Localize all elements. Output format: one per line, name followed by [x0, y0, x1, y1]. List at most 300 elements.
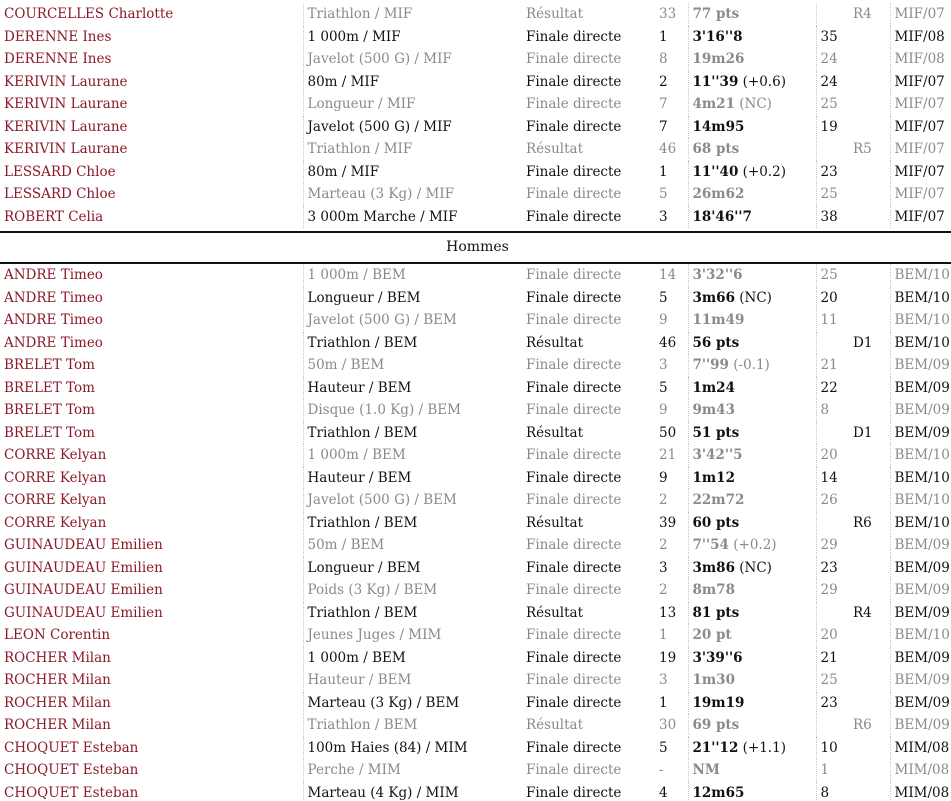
- category-cell: MIF/07: [890, 3, 951, 26]
- level-cell: D1: [853, 424, 873, 441]
- points-cell: 11: [816, 309, 849, 332]
- round-cell: Finale directe: [526, 582, 622, 598]
- event-cell: 80m / MIF: [303, 161, 522, 184]
- event-cell: Triathlon / BEM: [303, 332, 522, 355]
- level-cell: D1: [853, 334, 873, 351]
- round-cell: Finale directe: [526, 447, 622, 463]
- points-cell: 25: [816, 263, 849, 287]
- event-cell: Triathlon / MIF: [303, 3, 522, 26]
- round-cell: Résultat: [526, 604, 583, 621]
- event-cell: 1 000m / MIF: [303, 26, 522, 49]
- performance-cell: [688, 444, 816, 467]
- points-cell: 10: [816, 737, 849, 760]
- category-cell: BEM/10: [890, 309, 951, 332]
- points-cell: [816, 332, 849, 355]
- performance-cell: [688, 93, 816, 116]
- table-row: [0, 737, 951, 760]
- athlete-name-link[interactable]: ANDRE Timeo: [4, 289, 103, 306]
- athlete-name-link[interactable]: ROCHER Milan: [4, 694, 111, 711]
- event-cell: 1 000m / BEM: [303, 444, 522, 467]
- athlete-name-link[interactable]: KERIVIN Laurane: [4, 118, 128, 135]
- level-cell: [849, 263, 890, 287]
- performance-cell: [688, 71, 816, 94]
- event-cell: Marteau (3 Kg) / BEM: [303, 692, 522, 715]
- athlete-name-link[interactable]: ROCHER Milan: [4, 649, 111, 666]
- place-cell: 30: [659, 717, 677, 733]
- athlete-name-link[interactable]: DERENNE Ines: [4, 28, 112, 45]
- points-cell: 29: [816, 579, 849, 602]
- performance-cell: [688, 759, 816, 782]
- performance-cell: [688, 422, 816, 445]
- points-cell: 1: [816, 759, 849, 782]
- performance-value: 81 pts: [692, 604, 740, 621]
- table-row: [0, 714, 951, 737]
- athlete-name-link[interactable]: ROCHER Milan: [4, 672, 111, 688]
- category-cell: MIF/07: [890, 93, 951, 116]
- performance-cell: [688, 377, 816, 400]
- points-cell: 23: [816, 557, 849, 580]
- round-cell: Finale directe: [526, 492, 622, 508]
- results-body: [0, 3, 951, 801]
- event-cell: Hauteur / BEM: [303, 377, 522, 400]
- level-cell: [849, 624, 890, 647]
- place-cell: 2: [659, 582, 668, 598]
- place-cell: 7: [659, 118, 668, 135]
- performance-value: 77 pts: [692, 6, 740, 22]
- athlete-name-link[interactable]: CHOQUET Esteban: [4, 762, 139, 778]
- round-cell: Finale directe: [526, 627, 622, 643]
- event-cell: 50m / BEM: [303, 534, 522, 557]
- athlete-name-link[interactable]: BRELET Tom: [4, 424, 95, 441]
- place-cell: 3: [659, 559, 668, 576]
- performance-cell: [688, 206, 816, 229]
- performance-value: 8m78: [692, 582, 735, 598]
- place-cell: 2: [659, 492, 668, 508]
- points-cell: 20: [816, 287, 849, 310]
- event-cell: 80m / MIF: [303, 71, 522, 94]
- level-cell: [849, 782, 890, 801]
- category-cell: MIF/08: [890, 26, 951, 49]
- event-cell: Longueur / BEM: [303, 557, 522, 580]
- event-cell: 1 000m / BEM: [303, 647, 522, 670]
- category-cell: BEM/09: [890, 377, 951, 400]
- place-cell: 5: [659, 186, 668, 202]
- table-row: [0, 759, 951, 782]
- performance-cell: [688, 534, 816, 557]
- athlete-name-link[interactable]: CORRE Kelyan: [4, 447, 107, 463]
- athlete-name-link[interactable]: KERIVIN Laurane: [4, 73, 128, 90]
- event-cell: Hauteur / BEM: [303, 467, 522, 490]
- performance-value: 19m19: [692, 694, 745, 711]
- table-row: [0, 489, 951, 512]
- place-cell: 9: [659, 312, 668, 328]
- athlete-name-link[interactable]: KERIVIN Laurane: [4, 141, 128, 157]
- athlete-name-link[interactable]: BRELET Tom: [4, 357, 95, 373]
- wind-value: (+0.2): [742, 163, 786, 180]
- category-cell: BEM/09: [890, 692, 951, 715]
- points-cell: 29: [816, 534, 849, 557]
- performance-cell: [688, 354, 816, 377]
- category-cell: MIF/08: [890, 48, 951, 71]
- athlete-name-link[interactable]: CORRE Kelyan: [4, 514, 107, 531]
- round-cell: Résultat: [526, 424, 583, 441]
- round-cell: Résultat: [526, 514, 583, 531]
- points-cell: 22: [816, 377, 849, 400]
- place-cell: 5: [659, 289, 668, 306]
- round-cell: Finale directe: [526, 559, 622, 576]
- category-cell: BEM/09: [890, 579, 951, 602]
- performance-value: 21''12: [692, 739, 739, 756]
- table-row: [0, 93, 951, 116]
- performance-cell: [688, 399, 816, 422]
- wind-value: (NC): [739, 559, 772, 576]
- level-cell: [849, 557, 890, 580]
- performance-value: 7''54: [692, 537, 729, 553]
- wind-value: (+0.6): [742, 73, 786, 90]
- level-cell: R4: [853, 6, 872, 22]
- performance-value: 11''40: [692, 163, 739, 180]
- level-cell: [849, 26, 890, 49]
- athlete-name-link[interactable]: DERENNE Ines: [4, 51, 112, 67]
- athlete-name-link[interactable]: GUINAUDEAU Emilien: [4, 604, 163, 621]
- wind-value: (+0.2): [733, 537, 777, 553]
- points-cell: 20: [816, 624, 849, 647]
- place-cell: 13: [659, 604, 677, 621]
- table-row: [0, 48, 951, 71]
- table-row: [0, 183, 951, 206]
- level-cell: R6: [853, 514, 872, 531]
- level-cell: [849, 647, 890, 670]
- round-cell: Finale directe: [526, 402, 622, 418]
- place-cell: -: [659, 762, 664, 778]
- athlete-name-link[interactable]: KERIVIN Laurane: [4, 96, 128, 112]
- place-cell: 21: [659, 447, 677, 463]
- level-cell: [849, 467, 890, 490]
- place-cell: 5: [659, 739, 668, 756]
- points-cell: 35: [816, 26, 849, 49]
- table-row: [0, 467, 951, 490]
- performance-value: 60 pts: [692, 514, 740, 531]
- category-cell: MIF/07: [890, 138, 951, 161]
- level-cell: [849, 93, 890, 116]
- athlete-name-link[interactable]: LESSARD Chloe: [4, 186, 116, 202]
- category-cell: BEM/09: [890, 669, 951, 692]
- category-cell: BEM/09: [890, 714, 951, 737]
- points-cell: [816, 138, 849, 161]
- performance-value: 12m65: [692, 784, 745, 801]
- points-cell: [816, 512, 849, 535]
- place-cell: 3: [659, 357, 668, 373]
- category-cell: BEM/10: [890, 489, 951, 512]
- round-cell: Résultat: [526, 717, 583, 733]
- athlete-name-link[interactable]: GUINAUDEAU Emilien: [4, 582, 163, 598]
- event-cell: Triathlon / BEM: [303, 422, 522, 445]
- table-row: [0, 534, 951, 557]
- points-cell: 26: [816, 489, 849, 512]
- level-cell: [849, 183, 890, 206]
- athlete-name-link[interactable]: ANDRE Timeo: [4, 334, 103, 351]
- performance-cell: [688, 512, 816, 535]
- performance-value: 19m26: [692, 51, 745, 67]
- event-cell: Triathlon / BEM: [303, 512, 522, 535]
- performance-value: 68 pts: [692, 141, 740, 157]
- place-cell: 33: [659, 6, 677, 22]
- athlete-name-link[interactable]: CHOQUET Esteban: [4, 784, 139, 801]
- event-cell: Hauteur / BEM: [303, 669, 522, 692]
- table-row: [0, 692, 951, 715]
- performance-cell: [688, 3, 816, 26]
- performance-cell: [688, 489, 816, 512]
- round-cell: Résultat: [526, 141, 583, 157]
- performance-value: 1m12: [692, 469, 735, 486]
- round-cell: Finale directe: [526, 289, 622, 306]
- place-cell: 14: [659, 267, 677, 283]
- wind-value: (+1.1): [742, 739, 786, 756]
- performance-value: 22m72: [692, 492, 745, 508]
- round-cell: Finale directe: [526, 73, 622, 90]
- event-cell: 100m Haies (84) / MIM: [303, 737, 522, 760]
- performance-value: 51 pts: [692, 424, 740, 441]
- place-cell: 1: [659, 28, 668, 45]
- event-cell: Marteau (4 Kg) / MIM: [303, 782, 522, 801]
- category-cell: BEM/09: [890, 647, 951, 670]
- points-cell: 25: [816, 183, 849, 206]
- table-row: [0, 138, 951, 161]
- round-cell: Finale directe: [526, 186, 622, 202]
- performance-value: 3m86: [692, 559, 735, 576]
- table-row: [0, 557, 951, 580]
- athlete-name-link[interactable]: LESSARD Chloe: [4, 163, 116, 180]
- level-cell: [849, 309, 890, 332]
- athlete-name-link[interactable]: LEON Corentin: [4, 627, 111, 643]
- event-cell: Jeunes Juges / MIM: [303, 624, 522, 647]
- event-cell: Marteau (3 Kg) / MIF: [303, 183, 522, 206]
- event-cell: 1 000m / BEM: [303, 263, 522, 287]
- event-cell: Poids (3 Kg) / BEM: [303, 579, 522, 602]
- place-cell: 1: [659, 694, 668, 711]
- wind-value: (NC): [739, 289, 772, 306]
- table-row: [0, 287, 951, 310]
- performance-value: 14m95: [692, 118, 745, 135]
- performance-cell: [688, 138, 816, 161]
- performance-value: 3'16''8: [692, 28, 743, 45]
- event-cell: 50m / BEM: [303, 354, 522, 377]
- place-cell: 1: [659, 163, 668, 180]
- place-cell: 9: [659, 402, 668, 418]
- athlete-name-link[interactable]: BRELET Tom: [4, 402, 95, 418]
- performance-cell: [688, 161, 816, 184]
- place-cell: 1: [659, 627, 668, 643]
- category-cell: MIF/07: [890, 183, 951, 206]
- round-cell: Finale directe: [526, 672, 622, 688]
- athlete-name-link[interactable]: CHOQUET Esteban: [4, 739, 139, 756]
- points-cell: 14: [816, 467, 849, 490]
- event-cell: Disque (1.0 Kg) / BEM: [303, 399, 522, 422]
- points-cell: 20: [816, 444, 849, 467]
- category-cell: BEM/10: [890, 287, 951, 310]
- performance-cell: [688, 714, 816, 737]
- performance-value: 9m43: [692, 402, 735, 418]
- place-cell: 19: [659, 649, 677, 666]
- performance-value: 56 pts: [692, 334, 740, 351]
- performance-value: 11''39: [692, 73, 739, 90]
- table-row: [0, 782, 951, 801]
- level-cell: [849, 759, 890, 782]
- event-cell: 3 000m Marche / MIF: [303, 206, 522, 229]
- table-row: [0, 206, 951, 229]
- points-cell: 21: [816, 647, 849, 670]
- event-cell: Triathlon / BEM: [303, 714, 522, 737]
- round-cell: Finale directe: [526, 312, 622, 328]
- section-title: Hommes: [0, 232, 951, 263]
- level-cell: [849, 287, 890, 310]
- level-cell: [849, 692, 890, 715]
- table-row: [0, 332, 951, 355]
- wind-value: (NC): [739, 96, 772, 112]
- points-cell: 24: [816, 48, 849, 71]
- category-cell: BEM/09: [890, 399, 951, 422]
- category-cell: BEM/10: [890, 624, 951, 647]
- round-cell: Finale directe: [526, 163, 622, 180]
- event-cell: Triathlon / MIF: [303, 138, 522, 161]
- performance-value: 3'42''5: [692, 447, 743, 463]
- round-cell: Finale directe: [526, 784, 622, 801]
- athlete-name-link[interactable]: CORRE Kelyan: [4, 469, 107, 486]
- performance-cell: [688, 26, 816, 49]
- results-table: [0, 3, 951, 801]
- table-row: [0, 669, 951, 692]
- event-cell: Javelot (500 G) / BEM: [303, 309, 522, 332]
- round-cell: Finale directe: [526, 469, 622, 486]
- category-cell: BEM/10: [890, 467, 951, 490]
- performance-cell: [688, 116, 816, 139]
- level-cell: [849, 534, 890, 557]
- category-cell: MIF/07: [890, 161, 951, 184]
- table-row: [0, 422, 951, 445]
- category-cell: BEM/10: [890, 512, 951, 535]
- level-cell: [849, 116, 890, 139]
- place-cell: 4: [659, 784, 668, 801]
- round-cell: Finale directe: [526, 739, 622, 756]
- place-cell: 2: [659, 537, 668, 553]
- athlete-name-link[interactable]: ROCHER Milan: [4, 717, 111, 733]
- level-cell: [849, 377, 890, 400]
- performance-value: 18'46''7: [692, 208, 752, 225]
- event-cell: Longueur / MIF: [303, 93, 522, 116]
- performance-value: 3'32''6: [692, 267, 743, 283]
- round-cell: Résultat: [526, 6, 583, 22]
- table-row: [0, 377, 951, 400]
- level-cell: [849, 206, 890, 229]
- level-cell: [849, 444, 890, 467]
- performance-value: 1m30: [692, 672, 735, 688]
- category-cell: BEM/09: [890, 557, 951, 580]
- level-cell: [849, 737, 890, 760]
- category-cell: BEM/09: [890, 354, 951, 377]
- event-cell: Longueur / BEM: [303, 287, 522, 310]
- round-cell: Finale directe: [526, 208, 622, 225]
- performance-cell: [688, 467, 816, 490]
- round-cell: Finale directe: [526, 379, 622, 396]
- points-cell: 24: [816, 71, 849, 94]
- round-cell: Finale directe: [526, 267, 622, 283]
- athlete-name-link[interactable]: ANDRE Timeo: [4, 267, 103, 283]
- category-cell: MIF/07: [890, 116, 951, 139]
- performance-cell: [688, 263, 816, 287]
- performance-cell: [688, 579, 816, 602]
- round-cell: Résultat: [526, 334, 583, 351]
- points-cell: 23: [816, 161, 849, 184]
- place-cell: 7: [659, 96, 668, 112]
- event-cell: Javelot (500 G) / MIF: [303, 116, 522, 139]
- level-cell: [849, 161, 890, 184]
- category-cell: MIF/07: [890, 206, 951, 229]
- place-cell: 3: [659, 672, 668, 688]
- table-row: [0, 624, 951, 647]
- performance-value: 4m21: [692, 96, 735, 112]
- category-cell: MIF/07: [890, 71, 951, 94]
- round-cell: Finale directe: [526, 51, 622, 67]
- table-row: [0, 71, 951, 94]
- performance-cell: [688, 309, 816, 332]
- performance-value: 69 pts: [692, 717, 740, 733]
- round-cell: Finale directe: [526, 118, 622, 135]
- points-cell: 25: [816, 669, 849, 692]
- athlete-name-link[interactable]: CORRE Kelyan: [4, 492, 107, 508]
- athlete-name-link[interactable]: ANDRE Timeo: [4, 312, 103, 328]
- level-cell: R6: [853, 717, 872, 733]
- event-cell: Javelot (500 G) / MIF: [303, 48, 522, 71]
- round-cell: Finale directe: [526, 694, 622, 711]
- level-cell: [849, 489, 890, 512]
- event-cell: Perche / MIM: [303, 759, 522, 782]
- table-row: [0, 512, 951, 535]
- athlete-name-link[interactable]: BRELET Tom: [4, 379, 95, 396]
- place-cell: 39: [659, 514, 677, 531]
- place-cell: 8: [659, 51, 668, 67]
- round-cell: Finale directe: [526, 537, 622, 553]
- event-cell: Triathlon / BEM: [303, 602, 522, 625]
- athlete-name-link[interactable]: GUINAUDEAU Emilien: [4, 537, 163, 553]
- performance-cell: [688, 692, 816, 715]
- performance-cell: [688, 602, 816, 625]
- level-cell: [849, 669, 890, 692]
- place-cell: 50: [659, 424, 677, 441]
- category-cell: MIM/08: [890, 782, 951, 801]
- performance-value: 3m66: [692, 289, 735, 306]
- level-cell: [849, 71, 890, 94]
- athlete-name-link[interactable]: GUINAUDEAU Emilien: [4, 559, 163, 576]
- athlete-name-link[interactable]: COURCELLES Charlotte: [4, 6, 174, 22]
- points-cell: [816, 3, 849, 26]
- level-cell: [849, 48, 890, 71]
- place-cell: 9: [659, 469, 668, 486]
- level-cell: [849, 579, 890, 602]
- table-row: [0, 309, 951, 332]
- performance-cell: [688, 737, 816, 760]
- points-cell: 23: [816, 692, 849, 715]
- category-cell: BEM/09: [890, 422, 951, 445]
- table-row: [0, 354, 951, 377]
- table-row: [0, 263, 951, 287]
- category-cell: BEM/09: [890, 534, 951, 557]
- athlete-name-link[interactable]: ROBERT Celia: [4, 208, 104, 225]
- table-row: [0, 26, 951, 49]
- level-cell: R5: [853, 141, 872, 157]
- category-cell: BEM/10: [890, 444, 951, 467]
- performance-cell: [688, 332, 816, 355]
- points-cell: [816, 422, 849, 445]
